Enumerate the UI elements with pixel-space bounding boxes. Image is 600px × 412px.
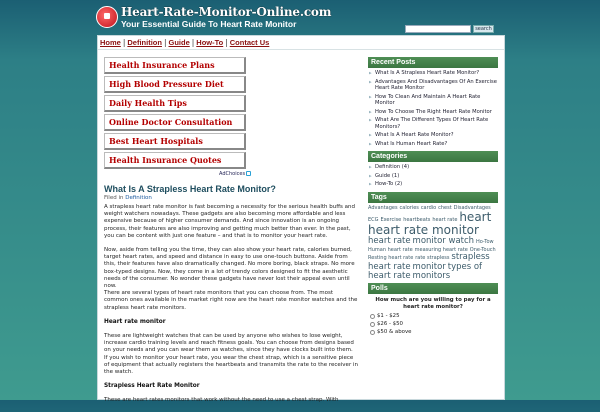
nav-home[interactable]: Home (100, 38, 121, 47)
radio-icon[interactable] (370, 330, 375, 335)
poll-question: How much are you willing to pay for a heart rate monitor? (375, 297, 491, 311)
filed-category-link[interactable]: Definition (125, 195, 152, 201)
tag-link[interactable]: monitor watch (412, 236, 475, 247)
category-item (368, 164, 498, 171)
recent-post-item (368, 94, 498, 107)
adchoices-icon (246, 171, 251, 176)
tag-link[interactable]: ECG (368, 217, 379, 224)
radio-icon[interactable] (370, 322, 375, 327)
recent-posts-list (368, 68, 498, 151)
tag-link[interactable]: One-Touch (469, 246, 496, 253)
post-title[interactable]: What Is A Strapless Heart Rate Monitor? (104, 184, 276, 194)
recent-post-link[interactable]: How To Choose The Right Heart Rate Monitor (375, 108, 492, 115)
heart-logo-icon (96, 6, 118, 28)
nav-guide[interactable]: Guide (168, 38, 190, 47)
post-paragraph: A strapless heart rate monitor is fast becoming a necessity for the serious health buffs and weight watchers nowadays. These gadgets are also becoming more affordable and less expensive because of higher consumer demands. And since innovation is an ongoing process, their features are also improving and getting much better than ever. In the past, you can be content with just one feature – and that is to monitor your heart rate. (104, 204, 356, 239)
adchoices-link[interactable] (219, 171, 251, 177)
tag-link[interactable]: monitor (412, 261, 446, 272)
post-paragraph: These are heart rates monitors that work without the need to use a chest strap. With (104, 397, 339, 404)
ad-link[interactable]: Best Heart Hospitals (104, 133, 246, 150)
recent-post-link[interactable]: What Is A Strapless Heart Rate Monitor? (375, 70, 480, 76)
tag-link[interactable]: Advantages (368, 204, 398, 211)
filed-label: Filed in (104, 195, 124, 201)
poll-option-label: $1 - $25 (377, 313, 400, 320)
tag-link[interactable]: calories (399, 204, 419, 211)
site-header (0, 0, 600, 34)
ad-link[interactable]: Health Insurance Quotes (104, 152, 246, 169)
tags-heading: Tags (368, 192, 498, 203)
post-paragraph-part: There are several types of heart rate monitors that you can choose from. The most common ones available in the market right now are the heart rate monitor watches and the strapless heart rate monitors. (104, 290, 358, 311)
site-title: Heart-Rate-Monitor-Online.com (121, 4, 332, 19)
recent-post-link[interactable]: Advantages And Disadvantages Of An Exercise Heart Rate Monitor (375, 78, 497, 91)
category-link[interactable]: Guide (1) (375, 172, 400, 179)
polls-heading: Polls (368, 283, 498, 294)
tag-link[interactable]: heart rate monitor (368, 223, 479, 238)
poll-option-label: $26 - $50 (377, 321, 403, 328)
categories-list (368, 162, 498, 192)
tag-link[interactable]: Disadvantages (453, 204, 491, 211)
recent-post-link[interactable]: What Is A Heart Rate Monitor? (375, 132, 454, 138)
tag-link[interactable]: monitors (412, 271, 451, 282)
category-link[interactable]: How-To (2) (375, 181, 403, 187)
adchoices-label: AdChoices (219, 171, 246, 177)
tag-link[interactable]: heart (459, 210, 492, 225)
ad-link[interactable]: Health Insurance Plans (104, 57, 246, 74)
post-paragraph-part: Now, aside from telling you the time, they can also show your heart rate, calories burned, target heart rates, and speed and distance in easy to use one-touch buttons. Aside from this, their features have also dramatically changed. No more boring, black straps. No more box-typed designs. Now, they come in a lot of trendy colors designed to fit the aesthetic needs of the consumer. No wonder these gadgets have never lost their appeal even until now. (104, 247, 355, 290)
tag-link[interactable]: heart rate (368, 236, 411, 247)
post-meta (104, 195, 152, 201)
tag-link[interactable]: chest (438, 204, 452, 211)
recent-post-item (368, 79, 498, 92)
categories-heading: Categories (368, 151, 498, 162)
recent-post-link[interactable]: What Is Human Heart Rate? (375, 140, 448, 147)
radio-icon[interactable] (370, 314, 375, 319)
poll-option-label: $50 & above (377, 329, 412, 336)
search-form (405, 25, 494, 33)
site-logo[interactable] (96, 4, 331, 30)
page-container (97, 35, 505, 404)
category-link[interactable]: Definition (4) (375, 164, 410, 170)
ad-link[interactable]: Online Doctor Consultation (104, 114, 246, 131)
search-button[interactable]: search (473, 25, 494, 33)
poll-option[interactable] (370, 321, 498, 327)
post-paragraph (104, 247, 358, 312)
sidebar (368, 57, 498, 337)
recent-post-item (368, 70, 498, 77)
tag-link[interactable]: measuring heart rate (414, 246, 468, 253)
post-paragraph: These are lightweight watches that can be used by anyone who wishes to lose weight, increase cardio training levels and reach fitness goals. You can choose from designs based on your needs and you can wear them as watches, since they have clocks built into them. If you wish to monitor your heart rate, you wear the chest strap, which is a sensitive piece of equipment that actually registers the heartbeats and transmits the rate to the receiver in the watch. (104, 333, 358, 376)
tag-link[interactable]: rate strapless (415, 255, 450, 262)
tag-link[interactable]: Exercise (380, 217, 402, 224)
tag-cloud (368, 203, 498, 284)
nav-definition[interactable]: Definition (127, 38, 162, 47)
nav-how-to[interactable]: How-To (196, 38, 224, 47)
poll-option[interactable] (370, 329, 498, 335)
site-tagline: Your Essential Guide To Heart Rate Monitor (121, 18, 297, 29)
tag-link[interactable]: Ho-Tow (475, 239, 494, 246)
post-subheading: Heart rate monitor (104, 318, 166, 325)
main-content (104, 57, 360, 404)
tag-link[interactable]: cardio (420, 204, 437, 211)
post-subheading: Strapless Heart Rate Monitor (104, 383, 200, 390)
recent-post-item (368, 141, 498, 148)
recent-post-item (368, 117, 498, 130)
nav-contact-us[interactable]: Contact Us (229, 38, 270, 47)
main-nav: Home | Definition | Guide | How-To | Contact Us (98, 36, 504, 50)
tag-link[interactable]: heartbeats (403, 217, 431, 224)
category-item (368, 181, 498, 188)
tag-link[interactable]: Resting heart rate (368, 255, 414, 262)
recent-post-item (368, 132, 498, 139)
post-body (104, 204, 358, 412)
recent-post-link[interactable]: What Are The Different Types Of Heart Rate Monitors? (375, 117, 489, 130)
search-input[interactable] (405, 25, 471, 33)
recent-post-link[interactable]: How To Clean And Maintain A Heart Rate Monitor (375, 93, 481, 106)
category-item (368, 173, 498, 180)
tag-link[interactable]: types of heart rate (368, 261, 483, 282)
ad-link[interactable]: Daily Health Tips (104, 95, 246, 112)
tag-link[interactable]: strapless heart rate (368, 252, 490, 272)
tag-link[interactable]: Human heart rate (368, 246, 413, 253)
recent-post-item (368, 109, 498, 116)
poll-option[interactable] (370, 313, 498, 319)
tag-link[interactable]: heart rate (432, 217, 458, 224)
ad-link[interactable]: High Blood Pressure Diet (104, 76, 246, 93)
recent-posts-heading: Recent Posts (368, 57, 498, 68)
